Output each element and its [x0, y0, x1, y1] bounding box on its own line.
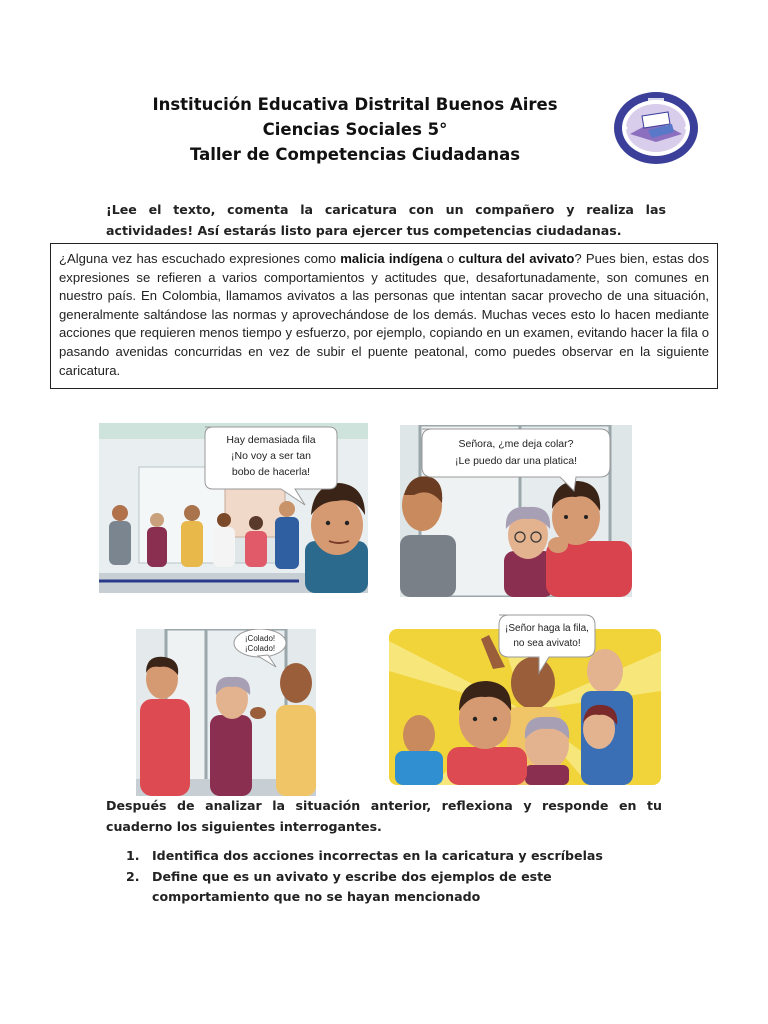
- text-part: ¿Alguna vez has escuchado expresiones como: [59, 251, 341, 266]
- school-seal-logo: [612, 90, 700, 166]
- question-text: Define que es un avivato y escribe dos ejemplos de este comportamiento que no se hayan mencionado: [152, 868, 552, 904]
- bubble-line: Señora, ¿me deja colar?: [458, 438, 574, 450]
- subject-title: Ciencias Sociales 5°: [262, 120, 448, 139]
- bold-term-malicia: malicia indígena: [340, 251, 443, 266]
- school-name: Institución Educativa Distrital Buenos Aires: [152, 95, 558, 114]
- reading-text-box: [50, 243, 718, 389]
- comic-panel-3: [136, 629, 316, 796]
- bubble-line: Hay demasiada fila: [226, 434, 316, 446]
- text-part: ? Pues bien, estas dos expresiones se refieren a varios comportamientos y actitudes que, desafortunadamente, son comunes en nuestro país. En Colombia, llamamos avivatos a las personas que intentan sacar provecho de una situación, generalmente saltándose las normas y aprovechándose de los demás. Muchas veces esto lo hacen mediante acciones que requieren menos tiempo y esfuerzo, por ejemplo, copiando en un examen, evitando hacer la fila o pasando avenidas concurridas en vez de subir el puente peatonal, como puedes observar en la siguiente caricatura.: [59, 251, 709, 378]
- comic-panel-2: [400, 425, 632, 597]
- instructions-text: ¡Lee el texto, comenta la caricatura con un compañero y realiza las actividades! Así estarás listo para ejercer tus competencias ciudadanas.: [106, 202, 666, 238]
- comic-panel-4: [389, 611, 661, 785]
- question-item: [126, 867, 666, 908]
- bubble-line: ¡Colado!: [244, 634, 276, 643]
- question-text: Identifica dos acciones incorrectas en la caricatura y escríbelas: [152, 848, 603, 863]
- bubble-line: bobo de hacerla!: [231, 466, 311, 478]
- question-number: 2.: [126, 868, 140, 884]
- bubble-line: no sea avivato!: [513, 638, 581, 649]
- text-part: o: [442, 251, 459, 266]
- bubble-line: ¡Le puedo dar una platica!: [454, 455, 578, 467]
- bubble-line: ¡Colado!: [244, 644, 276, 653]
- comic-panel-1: [99, 423, 368, 593]
- questions-list: [126, 846, 666, 908]
- questions-intro: Después de analizar la situación anterior, reflexiona y responde en tu cuaderno los siguientes interrogantes.: [106, 798, 662, 834]
- bold-term-avivato: cultura del avivato: [458, 251, 575, 266]
- question-number: 1.: [126, 848, 140, 863]
- question-item: [126, 846, 666, 867]
- bubble-line: ¡No voy a ser tan: [231, 450, 311, 462]
- bubble-line: ¡Señor haga la fila,: [505, 623, 589, 634]
- document-header: [120, 92, 590, 167]
- workshop-title: Taller de Competencias Ciudadanas: [189, 145, 521, 164]
